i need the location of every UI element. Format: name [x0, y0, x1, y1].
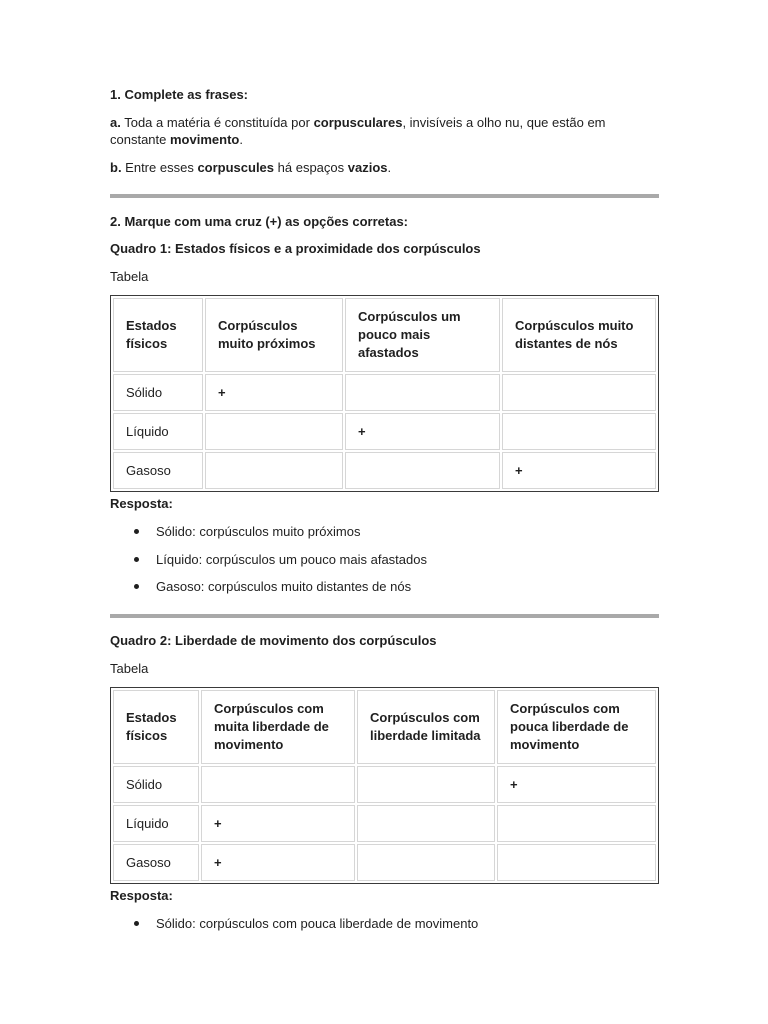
quadro-1-answer-label: Resposta: [110, 496, 173, 511]
table-cell [502, 374, 656, 411]
header-cell: Corpúsculos um pouco mais afastados [345, 298, 500, 372]
table-cell [497, 805, 656, 842]
list-item [110, 915, 478, 943]
sentence-b-text-2: há espaços [274, 160, 348, 175]
list-item-text: Sólido: corpúsculos com pouca liberdade de movimento [156, 916, 479, 931]
table-cell: + [345, 413, 500, 450]
quadro-2-answer-label: Resposta: [110, 888, 173, 903]
table-cell [205, 452, 343, 489]
table-cell: + [201, 805, 355, 842]
bullet-icon [134, 584, 139, 589]
sentence-a [110, 114, 670, 148]
quadro-2-title: Quadro 2: Liberdade de movimento dos corpúsculos [110, 633, 437, 648]
sentence-b [110, 159, 670, 176]
table-cell [357, 766, 495, 803]
quadro-1-table [110, 295, 659, 492]
table-cell [357, 805, 495, 842]
sentence-a-text-4: . [239, 132, 243, 147]
quadro-1-answer-list [110, 523, 427, 606]
table-cell [201, 766, 355, 803]
quadro-1-title: Quadro 1: Estados físicos e a proximidade dos corpúsculos [110, 241, 481, 256]
bullet-icon [134, 529, 139, 534]
sentence-a-label: a. [110, 115, 121, 130]
table-cell [345, 452, 500, 489]
quadro-2-table [110, 687, 659, 884]
table-row [113, 805, 656, 842]
state-cell: Sólido [113, 374, 203, 411]
bullet-icon [134, 557, 139, 562]
header-cell: Estados físicos [113, 690, 199, 764]
sentence-b-label: b. [110, 160, 122, 175]
sentence-a-answer-2: movimento [170, 132, 240, 147]
state-cell: Gasoso [113, 844, 199, 881]
sentence-b-answer-1: corpuscules [197, 160, 275, 175]
list-item [110, 523, 427, 551]
state-cell: Líquido [113, 805, 199, 842]
header-cell: Corpúsculos muito distantes de nós [502, 298, 656, 372]
sentence-b-text-1: Entre esses [121, 160, 198, 175]
table-cell [497, 844, 656, 881]
table-cell: + [502, 452, 656, 489]
section-divider [110, 614, 659, 618]
list-item-text: Sólido: corpúsculos muito próximos [156, 524, 361, 539]
table-row [113, 452, 656, 489]
table-header-row [113, 298, 656, 372]
question-2-title: 2. Marque com uma cruz (+) as opções corretas: [110, 214, 409, 229]
header-cell: Estados físicos [113, 298, 203, 372]
table-cell [502, 413, 656, 450]
question-1-title: 1. Complete as frases: [110, 87, 249, 102]
state-cell: Gasoso [113, 452, 203, 489]
state-cell: Líquido [113, 413, 203, 450]
sentence-b-text-3: . [387, 160, 392, 175]
sentence-b-answer-2: vazios [347, 160, 388, 175]
table-cell [357, 844, 495, 881]
header-cell: Corpúsculos com muita liberdade de movimento [201, 690, 355, 764]
quadro-2-answer-list [110, 915, 478, 943]
table-cell: + [201, 844, 355, 881]
state-cell: Sólido [113, 766, 199, 803]
sentence-a-text-3: constante [110, 132, 170, 147]
sentence-a-text-1: Toda a matéria é constituída por [120, 115, 314, 130]
section-divider [110, 194, 659, 198]
list-item-text: Gasoso: corpúsculos muito distantes de nós [156, 579, 412, 594]
table-cell: + [205, 374, 343, 411]
header-cell: Corpúsculos muito próximos [205, 298, 343, 372]
list-item [110, 578, 427, 606]
table-row [113, 766, 656, 803]
list-item-text: Líquido: corpúsculos um pouco mais afastados [156, 551, 427, 567]
quadro-2-table-label: Tabela [110, 661, 149, 676]
sentence-a-text-2: , invisíveis a olho nu, que estão em [402, 115, 606, 130]
table-row [113, 413, 656, 450]
header-cell: Corpúsculos com liberdade limitada [357, 690, 495, 764]
list-item [110, 551, 427, 579]
table-header-row [113, 690, 656, 764]
table-cell: + [497, 766, 656, 803]
table-row [113, 844, 656, 881]
table-cell [345, 374, 500, 411]
header-cell: Corpúsculos com pouca liberdade de movimento [497, 690, 656, 764]
table-cell [205, 413, 343, 450]
sentence-a-answer-1: corpusculares [313, 115, 403, 130]
bullet-icon [134, 921, 139, 926]
quadro-1-table-label: Tabela [110, 269, 149, 284]
table-row [113, 374, 656, 411]
